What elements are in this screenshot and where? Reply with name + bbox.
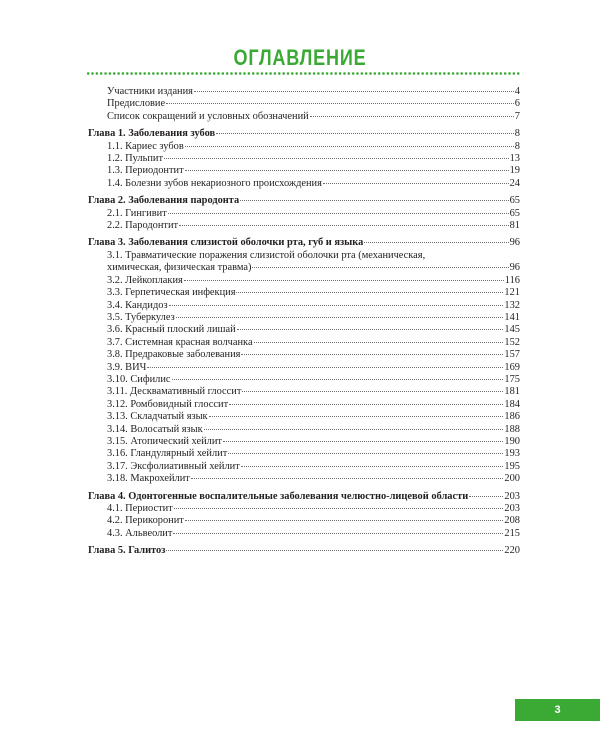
- toc-chapter-5[interactable]: [88, 545, 520, 557]
- toc-entry-page: 121: [504, 287, 520, 299]
- toc-entry-page: 8: [514, 140, 520, 152]
- leader-dots: [172, 379, 504, 380]
- toc-chapter-4[interactable]: [88, 491, 520, 503]
- leader-dots: [176, 317, 504, 318]
- toc-entry-page: 203: [504, 503, 520, 514]
- toc-entry[interactable]: [88, 86, 520, 98]
- toc-entry[interactable]: [88, 220, 520, 232]
- chapter-label: Глава 2. Заболевания пародонта: [88, 195, 240, 207]
- toc-entry-label: 3.12. Ромбовидный глоссит: [107, 398, 229, 410]
- toc-entry[interactable]: [88, 436, 520, 448]
- title-dotted-rule: [86, 72, 521, 75]
- toc-entry[interactable]: [88, 349, 520, 361]
- leader-dots: [237, 329, 504, 330]
- toc-entry-label: 3.11. Десквамативный глоссит: [107, 386, 242, 398]
- toc-entry-page: 188: [504, 423, 520, 435]
- toc-entry[interactable]: [88, 411, 520, 423]
- leader-dots: [191, 478, 504, 479]
- toc-entry-label: 3.3. Герпетическая инфекция: [107, 287, 236, 299]
- toc-entry-page: 81: [509, 220, 520, 232]
- toc-entry[interactable]: [88, 374, 520, 386]
- toc-entry[interactable]: [88, 98, 520, 110]
- toc-entry-label: 4.2. Перикоронит: [107, 515, 184, 527]
- toc-entry-label: 3.2. Лейкоплакия: [107, 274, 183, 286]
- toc-entry-page: 215: [504, 527, 520, 539]
- toc-entry-multiline[interactable]: [88, 250, 520, 275]
- toc-entry-page: 4: [514, 86, 520, 97]
- chapter-page: 65: [509, 195, 520, 207]
- toc-entry-page: 152: [504, 336, 520, 348]
- toc-chapter-3[interactable]: [88, 237, 520, 249]
- leader-dots: [185, 520, 504, 521]
- chapter-page: 96: [509, 237, 520, 249]
- toc-entry[interactable]: [88, 362, 520, 374]
- toc-entry-page: 184: [504, 398, 520, 410]
- toc-entry-page: 193: [504, 448, 520, 460]
- leader-dots: [223, 441, 503, 442]
- toc-entry-label: 3.14. Волосатый язык: [107, 423, 203, 435]
- leader-dots: [209, 416, 504, 417]
- toc-entry[interactable]: [88, 528, 520, 540]
- toc-entry[interactable]: [88, 503, 520, 515]
- toc-entry[interactable]: [88, 111, 520, 123]
- leader-dots: [310, 116, 514, 117]
- toc-entry-page: 145: [504, 324, 520, 336]
- leader-dots: [173, 533, 503, 534]
- toc-entry-page: 96: [509, 262, 520, 274]
- leader-dots: [364, 242, 508, 243]
- toc-entry[interactable]: [88, 324, 520, 336]
- toc-entry-page: 169: [504, 361, 520, 373]
- toc-entry-label: Участники издания: [107, 86, 193, 97]
- leader-dots: [216, 133, 514, 134]
- toc-chapter-1[interactable]: [88, 128, 520, 140]
- toc-entry[interactable]: [88, 287, 520, 299]
- toc-entry-label: 3.9. ВИЧ: [107, 361, 147, 373]
- toc-entry-label: Предисловие: [107, 98, 166, 110]
- leader-dots: [241, 466, 504, 467]
- toc-entry[interactable]: [88, 141, 520, 153]
- toc-entry-label: 3.4. Кандидоз: [107, 299, 168, 311]
- toc-entry-label: 1.2. Пульпит: [107, 153, 164, 165]
- toc-entry[interactable]: [88, 275, 520, 287]
- page-number: 3: [554, 704, 561, 716]
- chapter-page: 8: [514, 128, 520, 140]
- leader-dots: [242, 391, 503, 392]
- page-number-badge: [515, 699, 600, 721]
- leader-dots: [185, 170, 509, 171]
- toc-entry-label: 1.1. Кариес зубов: [107, 140, 184, 152]
- table-of-contents: [88, 86, 520, 558]
- toc-entry-page: 208: [504, 515, 520, 527]
- toc-entry[interactable]: [88, 461, 520, 473]
- toc-entry[interactable]: [88, 208, 520, 220]
- toc-entry-page: 181: [504, 386, 520, 398]
- toc-entry-page: 186: [504, 411, 520, 423]
- toc-entry-label: 3.8. Предраковые заболевания: [107, 349, 241, 361]
- toc-entry[interactable]: [88, 153, 520, 165]
- chapter-label: Глава 5. Галитоз: [88, 545, 166, 557]
- leader-dots: [323, 183, 509, 184]
- leader-dots: [254, 342, 504, 343]
- chapter-page: 220: [504, 545, 520, 557]
- toc-entry[interactable]: [88, 424, 520, 436]
- leader-dots: [236, 292, 503, 293]
- leader-dots: [164, 158, 509, 159]
- toc-entry-label: 3.5. Туберкулез: [107, 311, 175, 323]
- leader-dots: [228, 453, 503, 454]
- toc-chapter-2[interactable]: [88, 195, 520, 207]
- leader-dots: [229, 404, 503, 405]
- toc-entry-label: 3.18. Макрохейлит: [107, 473, 190, 485]
- toc-entry-label: 3.15. Атопический хейлит: [107, 435, 222, 447]
- toc-entry-page: 116: [504, 274, 520, 286]
- toc-entry-page: 157: [504, 349, 520, 361]
- toc-entry-label: 4.3. Альвеолит: [107, 527, 173, 539]
- toc-entry-label-line1: 3.1. Травматические поражения слизистой оболочки рта (механическая,: [107, 249, 426, 261]
- chapter-label: Глава 1. Заболевания зубов: [88, 128, 216, 140]
- toc-entry[interactable]: [88, 165, 520, 177]
- toc-entry[interactable]: [88, 448, 520, 460]
- chapter-page: 203: [504, 490, 520, 502]
- leader-dots: [194, 91, 514, 92]
- toc-entry-page: 7: [514, 110, 520, 122]
- chapter-label: Глава 4. Одонтогенные воспалительные заболевания челюстно-лицевой области: [88, 490, 469, 502]
- leader-dots: [169, 305, 504, 306]
- leader-dots: [240, 200, 508, 201]
- page-title: ОГЛАВЛЕНИЕ: [233, 45, 367, 70]
- toc-entry-page: 195: [504, 460, 520, 472]
- toc-entry[interactable]: [88, 386, 520, 398]
- toc-entry[interactable]: [88, 300, 520, 312]
- toc-entry-label: Список сокращений и условных обозначений: [107, 110, 309, 122]
- toc-entry-page: 13: [509, 153, 520, 165]
- leader-dots: [179, 225, 509, 226]
- toc-entry-label: 1.4. Болезни зубов некариозного происхождения: [107, 177, 322, 189]
- toc-entry-label: 3.16. Гландулярный хейлит: [107, 448, 228, 460]
- leader-dots: [204, 429, 504, 430]
- leader-dots: [469, 496, 503, 497]
- toc-entry-label: 3.10. Сифилис: [107, 373, 171, 385]
- toc-entry[interactable]: [88, 515, 520, 527]
- toc-entry-page: 175: [504, 373, 520, 385]
- toc-entry[interactable]: [88, 473, 520, 485]
- leader-dots: [147, 367, 503, 368]
- toc-entry-page: 6: [514, 98, 520, 110]
- toc-entry-label: 1.3. Периодонтит: [107, 165, 184, 177]
- leader-dots: [241, 354, 503, 355]
- leader-dots: [166, 550, 503, 551]
- toc-entry-label: 3.17. Эксфолиативный хейлит: [107, 460, 240, 472]
- leader-dots: [174, 508, 504, 509]
- leader-dots: [166, 103, 514, 104]
- toc-entry-page: 200: [504, 473, 520, 485]
- leader-dots: [184, 280, 504, 281]
- toc-entry-label: 2.1. Гингивит: [107, 207, 167, 219]
- toc-entry-label: 3.13. Складчатый язык: [107, 411, 208, 423]
- toc-entry-label: 4.1. Периостит: [107, 503, 173, 514]
- toc-entry-page: 141: [504, 311, 520, 323]
- toc-entry[interactable]: [88, 337, 520, 349]
- toc-entry-page: 132: [504, 299, 520, 311]
- toc-entry-page: 65: [509, 207, 520, 219]
- toc-entry-page: 190: [504, 435, 520, 447]
- chapter-label: Глава 3. Заболевания слизистой оболочки рта, губ и языка: [88, 237, 364, 249]
- toc-entry-label: 2.2. Пародонтит: [107, 220, 179, 232]
- leader-dots: [252, 267, 508, 268]
- toc-entry-page: 19: [509, 165, 520, 177]
- toc-entry-label: 3.7. Системная красная волчанка: [107, 336, 253, 348]
- toc-entry-label-line2: химическая, физическая травма): [107, 262, 252, 274]
- toc-entry[interactable]: [88, 312, 520, 324]
- toc-entry[interactable]: [88, 399, 520, 411]
- toc-entry[interactable]: [88, 178, 520, 190]
- toc-entry-page: 24: [509, 177, 520, 189]
- toc-entry-label: 3.6. Красный плоский лишай: [107, 324, 236, 336]
- leader-dots: [168, 213, 509, 214]
- leader-dots: [185, 146, 514, 147]
